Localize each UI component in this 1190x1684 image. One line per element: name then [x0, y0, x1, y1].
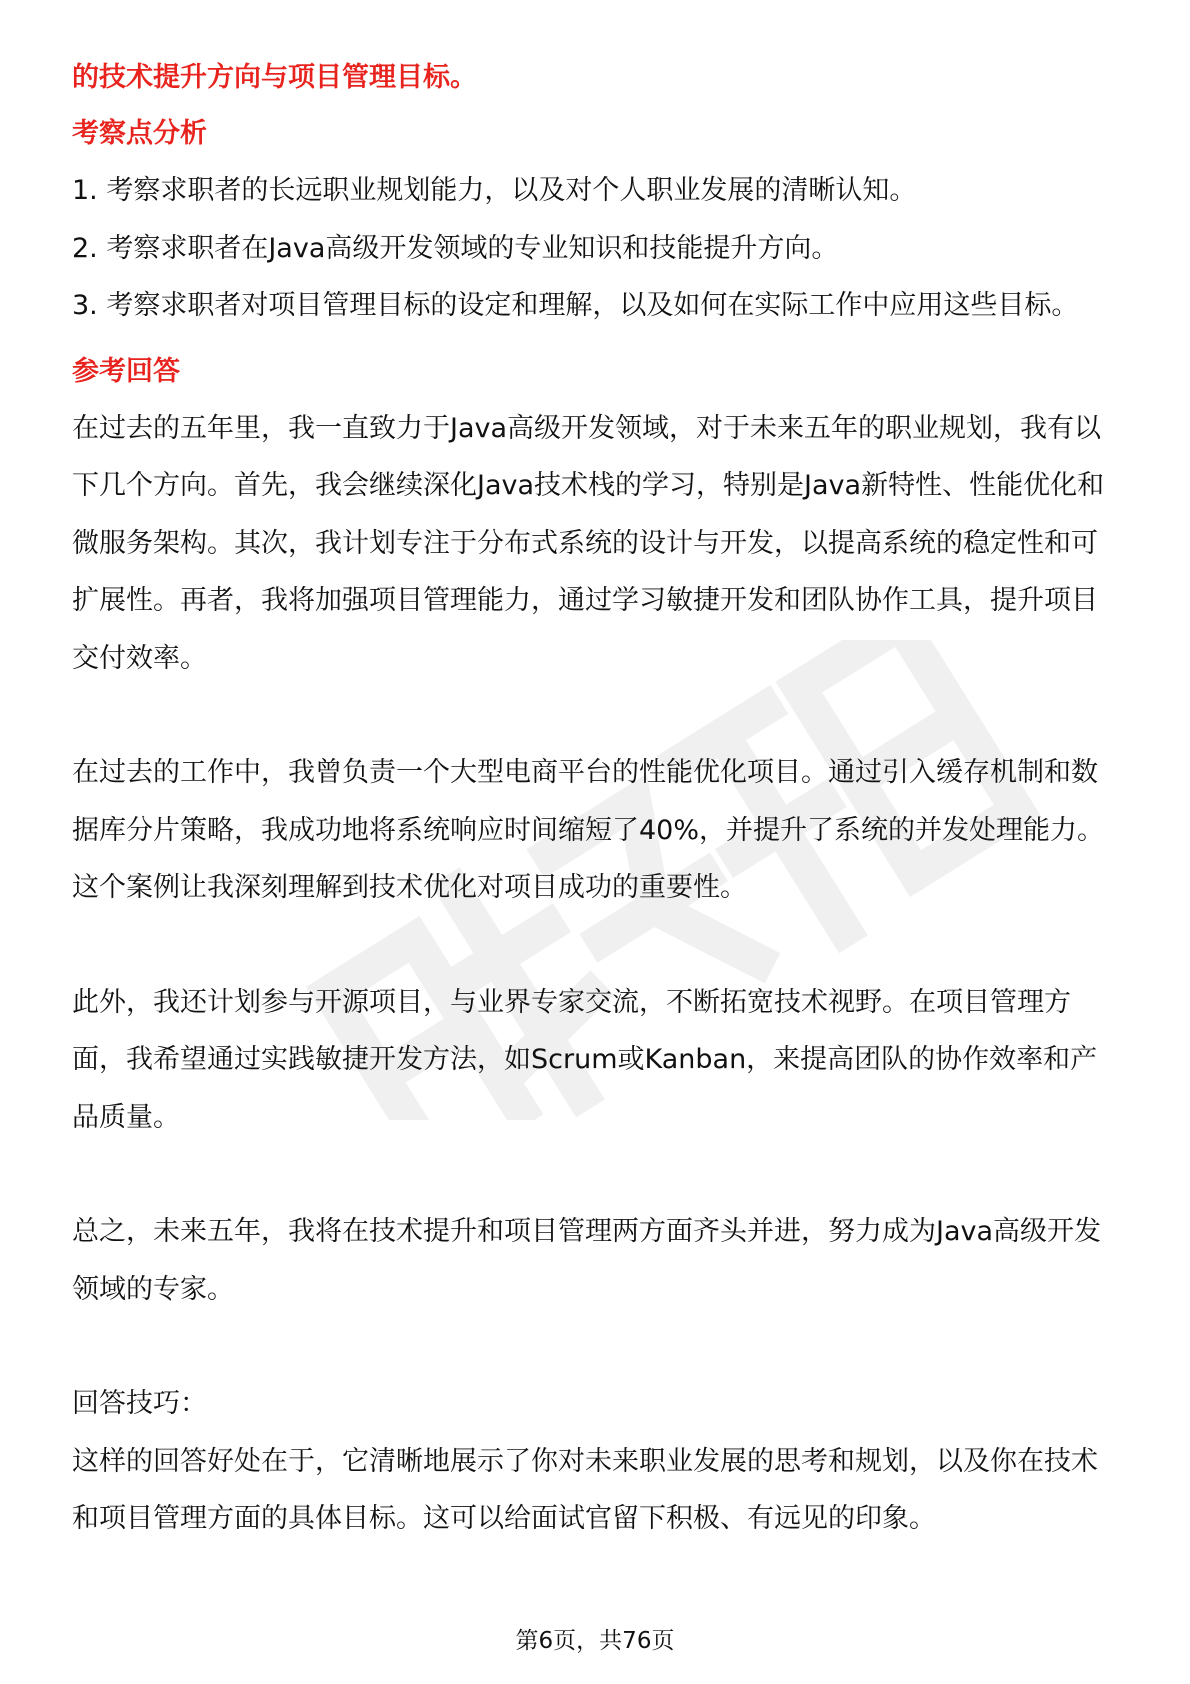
- analysis-heading: 考察点分析: [72, 118, 207, 149]
- page-number: 第6页，共76页: [515, 1628, 675, 1654]
- document-content: [72, 50, 1118, 1548]
- tips-label: 回答技巧：: [72, 1388, 207, 1419]
- answer-paragraph: 此外，我还计划参与开源项目，与业界专家交流，不断拓宽技术视野。在项目管理方面，我希望通过实践敏捷开发方法，如Scrum或Kanban，来提高团队的协作效率和产品质量。: [72, 986, 1098, 1133]
- answer-paragraph: 在过去的工作中，我曾负责一个大型电商平台的性能优化项目。通过引入缓存机制和数据库分片策略，我成功地将系统响应时间缩短了40%，并提升了系统的并发处理能力。这个案例让我深刻理解到技术优化对项目成功的重要性。: [72, 757, 1105, 903]
- analysis-item: 3. 考察求职者对项目管理目标的设定和理解，以及如何在实际工作中应用这些目标。: [72, 290, 1079, 321]
- answer-heading: 参考回答: [72, 355, 180, 387]
- answer-paragraph: 在过去的五年里，我一直致力于Java高级开发领域，对于未来五年的职业规划，我有以下几个方向。首先，我会继续深化Java技术栈的学习，特别是Java新特性、性能优化和微服务架构。其次，我计划专注于分布式系统的设计与开发，以提高系统的稳定性和可扩展性。再者，我将加强项目管理能力，通过学习敏捷开发和团队协作工具，提升项目交付效率。: [72, 412, 1105, 674]
- answer-paragraph: 总之，未来五年，我将在技术提升和项目管理两方面齐头并进，努力成为Java高级开发领域的专家。: [72, 1216, 1102, 1305]
- analysis-item: 2. 考察求职者在Java高级开发领域的专业知识和技能提升方向。: [72, 232, 839, 264]
- analysis-item: 1. 考察求职者的长远职业规划能力，以及对个人职业发展的清晰认知。: [72, 175, 917, 206]
- intro-line: 的技术提升方向与项目管理目标。: [72, 62, 477, 93]
- tips-text: 这样的回答好处在于，它清晰地展示了你对未来职业发展的思考和规划，以及你在技术和项目管理方面的具体目标。这可以给面试官留下积极、有远见的印象。: [72, 1445, 1098, 1534]
